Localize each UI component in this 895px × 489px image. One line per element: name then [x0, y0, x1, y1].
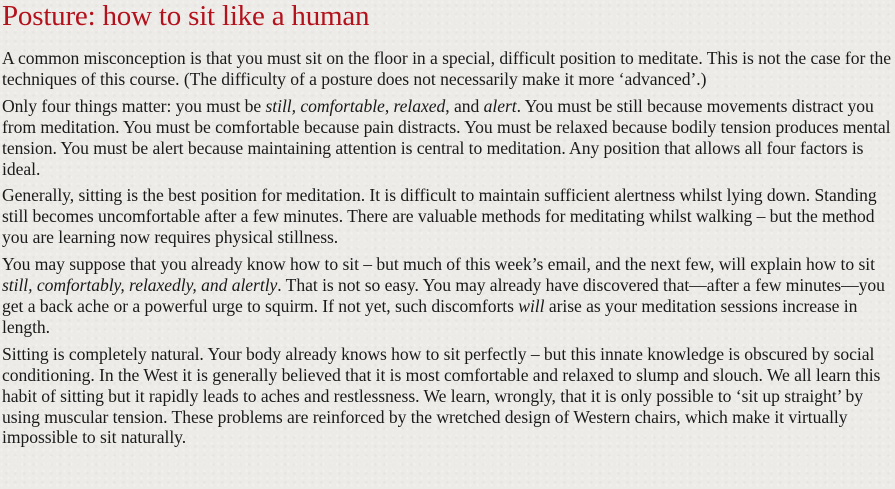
paragraph-text: You may suppose that you already know how to sit – but much of this week’s email, and the next few, will explain how to sit	[2, 254, 875, 275]
emphasis-text: relaxed	[393, 95, 446, 116]
paragraph-misconception	[2, 48, 892, 90]
paragraph-text: ,	[384, 95, 394, 116]
emphasis-text: still, comfortably, relaxedly, and alertly	[2, 275, 278, 296]
paragraph-four-things	[2, 96, 892, 180]
paragraph-text: arise as your meditation sessions increase in length.	[2, 295, 858, 337]
paragraph-how-to-sit	[2, 254, 892, 338]
page-title: Posture: how to sit like a human	[2, 0, 370, 32]
paragraph-text: Sitting is completely natural. Your body already knows how to sit perfectly – but this innate knowledge is obscured by social conditioning. In the West it is generally believed that it is most comfortable and relaxed to slump and slouch. We all learn this habit of sitting but it rapidly leads to aches and restlessness. We learn, wrongly, that it is only possible to ‘sit up straight’ by using muscular tension. These problems are reinforced by the wretched design of Western chairs, which make it virtually impossible to sit naturally.	[2, 343, 881, 448]
emphasis-text: will	[518, 295, 545, 316]
paragraph-text: Only four things matter: you must be	[2, 95, 266, 116]
paragraph-sitting-best	[2, 185, 892, 248]
emphasis-text: alert	[483, 95, 517, 116]
emphasis-text: still, comfortable	[265, 95, 385, 116]
paragraph-text: A common misconception is that you must sit on the floor in a special, difficult position to meditate. This is not the case for the techniques of this course. (The difficulty of a posture does not necessarily make it more ‘advanced’.)	[2, 48, 891, 89]
paragraph-text: , and	[445, 95, 484, 116]
paragraph-sitting-natural	[2, 344, 892, 449]
paragraph-text: . You must be still because movements distract you from meditation. You must be comfortable because pain distracts. You must be relaxed because bodily tension produces mental tension. You must be alert because maintaining attention is central to meditation. Any position that allows all four factors is ideal.	[2, 95, 891, 179]
paragraph-text: Generally, sitting is the best position for meditation. It is difficult to maintain sufficient alertness whilst lying down. Standing still becomes uncomfortable after a few minutes. There are valuable methods for meditating whilst walking – but the method you are learning now requires physical stillness.	[2, 185, 877, 248]
paragraph-text: . That is not so easy. You may already have discovered that—after a few minutes—you get a back ache or a powerful urge to squirm. If not yet, such discomforts	[2, 275, 885, 316]
